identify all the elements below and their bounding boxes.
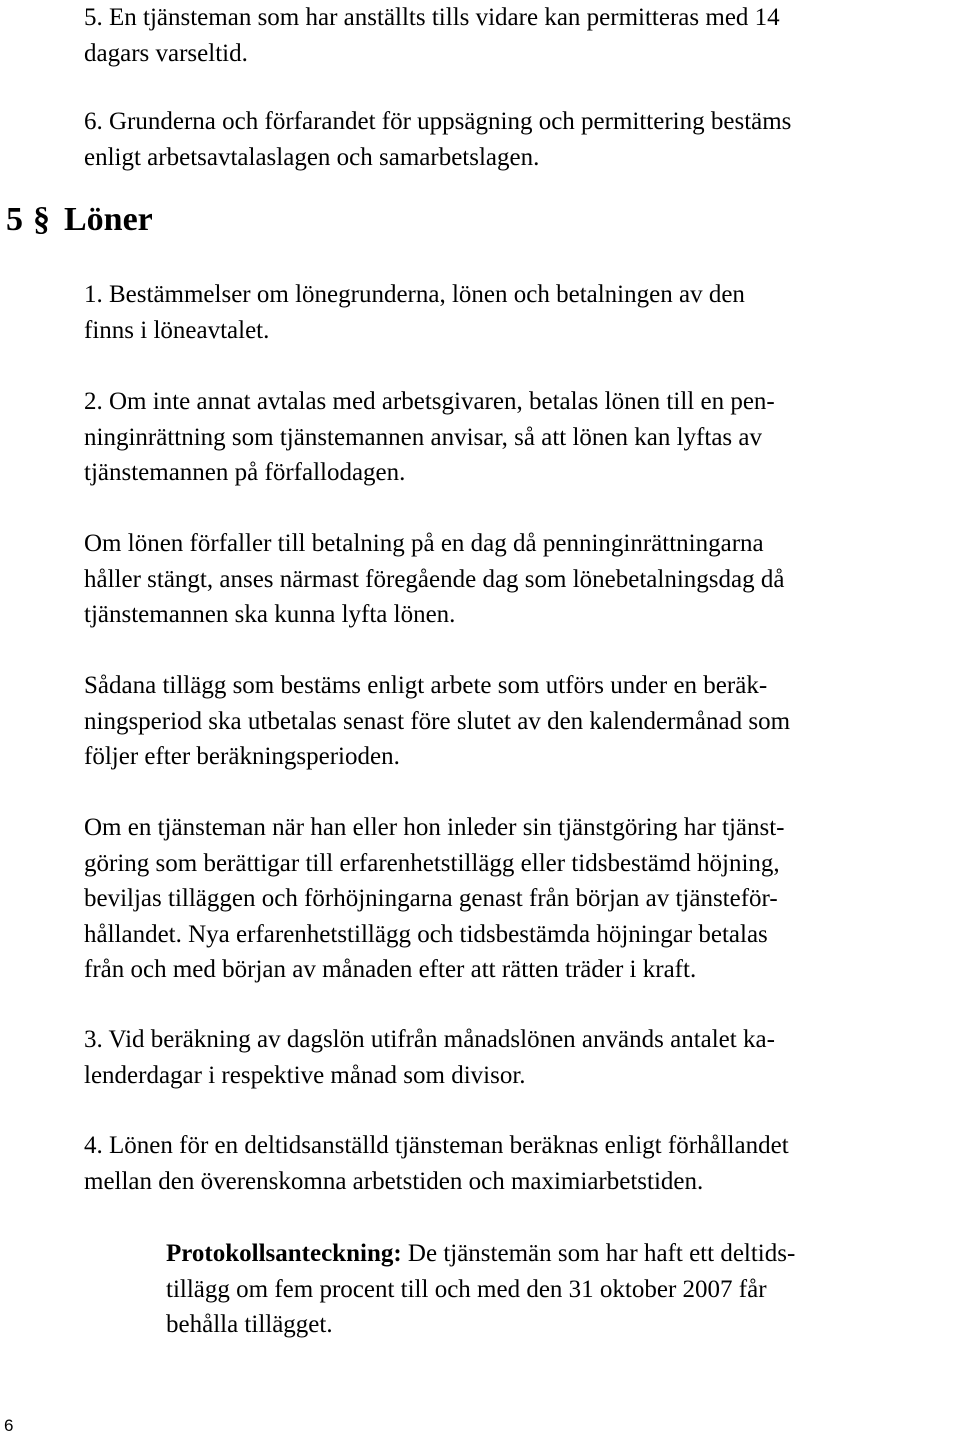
paragraph-3 xyxy=(84,1022,960,1093)
text-line: 2. Om inte annat avtalas med arbetsgivaren, betalas lönen till en pen- xyxy=(84,388,775,415)
text-line: beviljas tilläggen och förhöjningarna genast från början av tjänsteför- xyxy=(84,885,778,912)
text-line: 3. Vid beräkning av dagslön utifrån månadslönen används antalet ka- xyxy=(84,1026,775,1053)
paragraph-2 xyxy=(84,384,960,491)
text-line: från och med början av månaden efter att rätten träder i kraft. xyxy=(84,956,697,983)
text-line: lenderdagar i respektive månad som divisor. xyxy=(84,1061,526,1089)
paragraph-1 xyxy=(84,277,960,348)
paragraph-2b xyxy=(84,526,960,633)
text-line: följer efter beräkningsperioden. xyxy=(84,743,400,770)
text-line: 6. Grunderna och förfarandet för uppsägning och permittering bestäms xyxy=(84,108,792,135)
paragraph-2d xyxy=(84,810,960,988)
text-line: tillägg om fem procent till och med den 31 oktober 2007 får xyxy=(166,1275,767,1303)
paragraph-2c xyxy=(84,668,960,775)
paragraph-5 xyxy=(84,0,960,71)
text-line: 4. Lönen för en deltidsanställd tjänsteman beräknas enligt förhållandet xyxy=(84,1132,789,1159)
text-line: Om en tjänsteman när han eller hon inleder sin tjänstgöring har tjänst- xyxy=(84,814,785,841)
protocol-note xyxy=(166,1236,956,1343)
paragraph-4 xyxy=(84,1128,960,1199)
text-line: 5. En tjänsteman som har anställts tills vidare kan permitteras med 14 xyxy=(84,4,780,31)
text-line: mellan den överenskomna arbetstiden och maximiarbetstiden. xyxy=(84,1167,704,1195)
section-number: 5 xyxy=(6,201,23,238)
text-line xyxy=(166,1236,956,1272)
text-line: enligt arbetsavtalaslagen och samarbetslagen. xyxy=(84,143,540,171)
text-line: 1. Bestämmelser om lönegrunderna, lönen och betalningen av den xyxy=(84,281,745,308)
section-symbol: § xyxy=(33,201,50,238)
text-line: göring som berättigar till erfarenhetstillägg eller tidsbestämd höjning, xyxy=(84,849,780,877)
text-line: håller stängt, anses närmast föregående dag som lönebetalningsdag då xyxy=(84,565,785,593)
text-line: ninginrättning som tjänstemannen anvisar, så att lönen kan lyftas av xyxy=(84,423,763,451)
text-line: tjänstemannen ska kunna lyfta lönen. xyxy=(84,601,456,628)
text-line: finns i löneavtalet. xyxy=(84,316,270,344)
section-title: Löner xyxy=(64,201,153,238)
protocol-note-label: Protokollsanteckning: xyxy=(166,1240,402,1267)
section-heading xyxy=(6,198,153,242)
text-line: tjänstemannen på förfallodagen. xyxy=(84,459,406,486)
paragraph-6 xyxy=(84,104,960,175)
text-line: Om lönen förfaller till betalning på en dag då penninginrättningarna xyxy=(84,530,764,557)
text-line: ningsperiod ska utbetalas senast före slutet av den kalendermånad som xyxy=(84,707,791,735)
text-line: dagars varseltid. xyxy=(84,39,248,67)
text-line: behålla tillägget. xyxy=(166,1311,333,1338)
text-line: hållandet. Nya erfarenhetstillägg och tidsbestämda höjningar betalas xyxy=(84,920,768,948)
page-number: 6 xyxy=(4,1416,14,1435)
text-line: Sådana tillägg som bestäms enligt arbete som utförs under en beräk- xyxy=(84,672,768,699)
protocol-note-text: De tjänstemän som har haft ett deltids- xyxy=(401,1240,796,1267)
